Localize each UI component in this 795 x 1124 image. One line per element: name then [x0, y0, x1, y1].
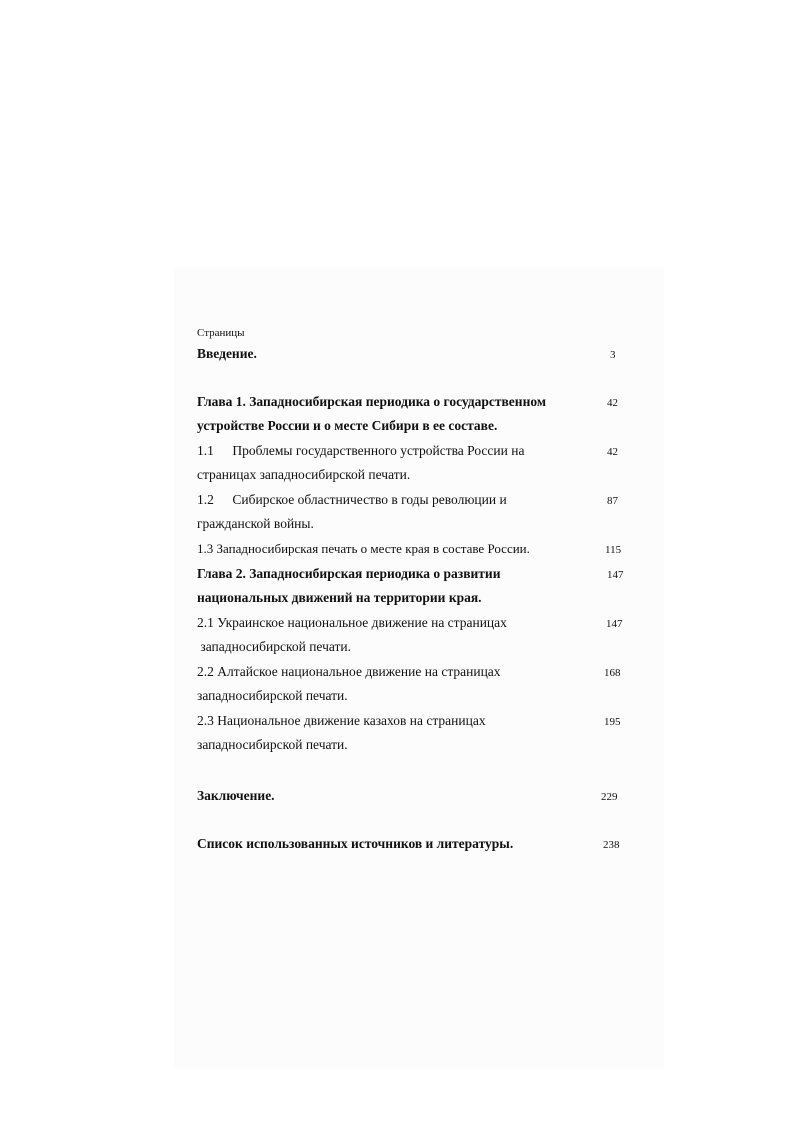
toc-section-2-1-page: 147	[606, 618, 623, 630]
toc-intro-page: 3	[610, 349, 616, 361]
section-number: 1.1	[197, 443, 214, 458]
toc-section-2-3-line2: западносибирской печати.	[197, 737, 348, 752]
toc-section-2-2: 2.2 Алтайское национальное движение на страницах	[197, 664, 501, 679]
toc-chapter1-title-line2: устройстве России и о месте Сибири в ее составе.	[197, 418, 498, 433]
toc-section-2-3-page: 195	[604, 716, 621, 728]
toc-chapter2-page: 147	[607, 569, 624, 581]
toc-conclusion-page: 229	[601, 791, 618, 803]
toc-section-2-2-line2: западносибирской печати.	[197, 688, 348, 703]
toc-chapter1-page: 42	[607, 397, 618, 409]
toc-section-1-2-page: 87	[607, 495, 618, 507]
toc-chapter2-title-line1: Глава 2. Западносибирская периодика о развитии	[197, 566, 501, 581]
toc-section-1-3: 1.3 Западносибирская печать о месте края в составе России.	[197, 541, 530, 556]
toc-intro-title: Введение.	[197, 346, 257, 361]
toc-section-2-1: 2.1 Украинское национальное движение на страницах	[197, 615, 507, 630]
toc-section-2-3: 2.3 Национальное движение казахов на страницах	[197, 713, 486, 728]
toc-section-1-1-page: 42	[607, 446, 618, 458]
toc-section-1-2	[197, 490, 507, 510]
pages-header: Страницы	[197, 327, 245, 339]
toc-conclusion-title: Заключение.	[197, 788, 275, 803]
toc-section-2-1-line2: западносибирской печати.	[197, 639, 352, 654]
toc-chapter2-title-line2: национальных движений на территории края.	[197, 590, 482, 605]
toc-section-1-3-page: 115	[605, 544, 622, 556]
toc-references-page: 238	[603, 839, 620, 851]
toc-section-1-1-line2: страницах западносибирской печати.	[197, 467, 411, 482]
section-title-line1: Проблемы государственного устройства России на	[232, 443, 525, 458]
toc-section-1-1	[197, 441, 524, 461]
toc-section-2-2-page: 168	[604, 667, 621, 679]
toc-chapter1-title-line1: Глава 1. Западносибирская периодика о государственном	[197, 394, 547, 409]
section-number: 1.2	[197, 492, 214, 507]
toc-references-title: Список использованных источников и литературы.	[197, 836, 514, 851]
section-title-line1: Сибирское областничество в годы революции и	[232, 492, 507, 507]
toc-section-1-2-line2: гражданской войны.	[197, 516, 314, 531]
